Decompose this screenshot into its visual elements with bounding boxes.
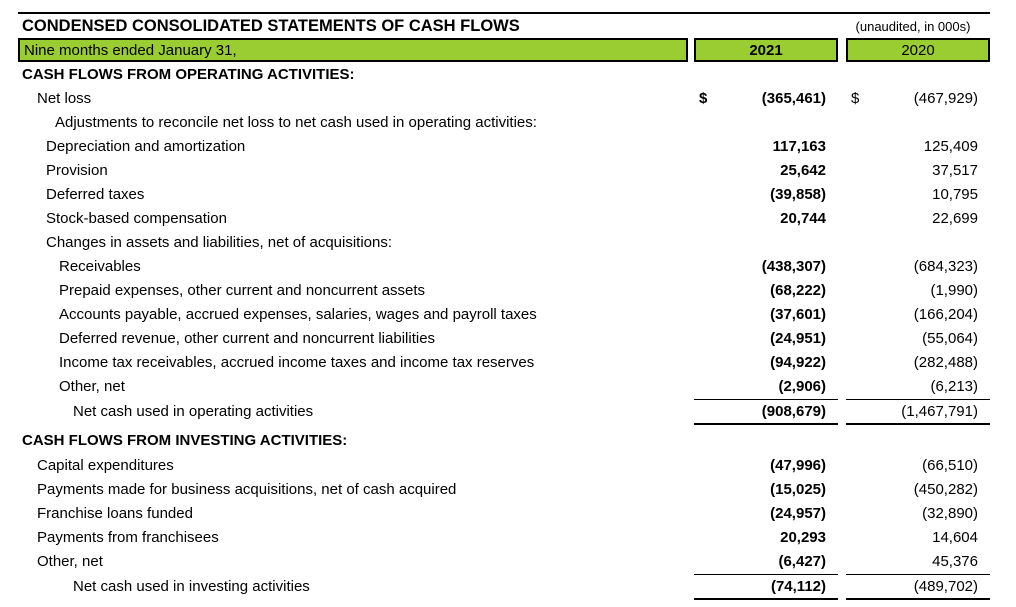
value-2021: (24,957) — [770, 505, 826, 522]
subtotal-rule — [694, 399, 838, 400]
value-2020: (450,282) — [913, 481, 978, 498]
table-row — [0, 503, 1016, 527]
table-row — [0, 328, 1016, 352]
row-label: Receivables — [59, 258, 141, 275]
currency-symbol: $ — [699, 90, 708, 107]
value-2020: 14,604 — [932, 529, 978, 546]
table-row — [0, 88, 1016, 112]
row-label: Prepaid expenses, other current and noncurrent assets — [59, 282, 426, 299]
table-row — [0, 455, 1016, 479]
value-2021: 20,293 — [780, 529, 826, 546]
value-2020: (55,064) — [922, 330, 978, 347]
table-row — [0, 304, 1016, 328]
row-label: Changes in assets and liabilities, net of acquisitions: — [46, 234, 393, 251]
statement-title: CONDENSED CONSOLIDATED STATEMENTS OF CASH FLOWS — [22, 17, 520, 35]
column-header-2021: 2021 — [694, 38, 838, 62]
total-row — [0, 401, 1016, 425]
row-label: Income tax receivables, accrued income taxes and income tax reserves — [59, 354, 535, 371]
table-row — [0, 280, 1016, 304]
row-label: Other, net — [37, 553, 103, 570]
row-label: Payments made for business acquisitions, net of cash acquired — [37, 481, 457, 498]
value-2021: 25,642 — [780, 162, 826, 179]
unaudited-note: (unaudited, in 000s) — [855, 19, 971, 34]
value-2020: (282,488) — [913, 354, 978, 371]
value-2021: (15,025) — [770, 481, 826, 498]
value-2020: (166,204) — [913, 306, 978, 323]
value-2021: (68,222) — [770, 282, 826, 299]
table-row — [0, 136, 1016, 160]
row-label: Deferred revenue, other current and noncurrent liabilities — [59, 330, 436, 347]
section-heading: CASH FLOWS FROM OPERATING ACTIVITIES: — [22, 66, 355, 83]
value-2020: 10,795 — [932, 186, 978, 203]
value-2021: (365,461) — [761, 90, 826, 107]
table-row — [0, 551, 1016, 575]
value-2020: (467,929) — [913, 90, 978, 107]
value-2020: 22,699 — [932, 210, 978, 227]
column-header-2020: 2020 — [846, 38, 990, 62]
value-2020: (684,323) — [913, 258, 978, 275]
value-2021: (37,601) — [770, 306, 826, 323]
value-2021: (74,112) — [770, 578, 826, 595]
table-row — [0, 184, 1016, 208]
value-2020: (1,467,791) — [901, 403, 978, 420]
value-2021: (47,996) — [770, 457, 826, 474]
table-row — [0, 527, 1016, 551]
value-2020: 45,376 — [932, 553, 978, 570]
value-2020: 37,517 — [932, 162, 978, 179]
row-label: Net loss — [37, 90, 92, 107]
value-2021: (908,679) — [761, 403, 826, 420]
value-2021: 20,744 — [780, 210, 826, 227]
subtotal-rule — [846, 399, 990, 400]
row-label: Capital expenditures — [37, 457, 174, 474]
table-row — [0, 232, 1016, 256]
row-label: Accounts payable, accrued expenses, salaries, wages and payroll taxes — [59, 306, 537, 323]
total-rule — [846, 598, 990, 600]
table-row — [0, 160, 1016, 184]
table-row — [0, 256, 1016, 280]
table-row — [0, 208, 1016, 232]
row-label: Adjustments to reconcile net loss to net cash used in operating activities: — [55, 114, 537, 131]
table-row — [0, 479, 1016, 503]
table-row — [0, 352, 1016, 376]
period-label: Nine months ended January 31, — [18, 38, 688, 62]
value-2021: 117,163 — [772, 138, 826, 155]
section-heading: CASH FLOWS FROM INVESTING ACTIVITIES: — [22, 432, 348, 449]
row-label: Franchise loans funded — [37, 505, 193, 522]
row-label: Net cash used in operating activities — [73, 403, 314, 420]
value-2020: (6,213) — [930, 378, 978, 395]
total-row — [0, 576, 1016, 600]
statement-header — [18, 12, 990, 38]
total-rule — [694, 598, 838, 600]
value-2021: (6,427) — [778, 553, 826, 570]
subtotal-rule — [694, 574, 838, 575]
operating-section-heading — [0, 64, 1016, 88]
row-label: Provision — [46, 162, 108, 179]
value-2020: (1,990) — [930, 282, 978, 299]
total-rule — [846, 423, 990, 425]
value-2020: (489,702) — [913, 578, 978, 595]
value-2021: (39,858) — [770, 186, 826, 203]
value-2021: (2,906) — [778, 378, 826, 395]
investing-section-heading — [0, 430, 1016, 454]
value-2020: (32,890) — [922, 505, 978, 522]
total-rule — [694, 423, 838, 425]
value-2021: (24,951) — [770, 330, 826, 347]
row-label: Other, net — [59, 378, 125, 395]
row-label: Deferred taxes — [46, 186, 145, 203]
table-row — [0, 112, 1016, 136]
value-2020: (66,510) — [922, 457, 978, 474]
row-label: Net cash used in investing activities — [73, 578, 310, 595]
currency-symbol: $ — [851, 90, 860, 107]
row-label: Payments from franchisees — [37, 529, 219, 546]
subtotal-rule — [846, 574, 990, 575]
table-row — [0, 376, 1016, 400]
value-2021: (438,307) — [761, 258, 826, 275]
row-label: Stock-based compensation — [46, 210, 227, 227]
value-2020: 125,409 — [923, 138, 978, 155]
value-2021: (94,922) — [770, 354, 826, 371]
row-label: Depreciation and amortization — [46, 138, 246, 155]
